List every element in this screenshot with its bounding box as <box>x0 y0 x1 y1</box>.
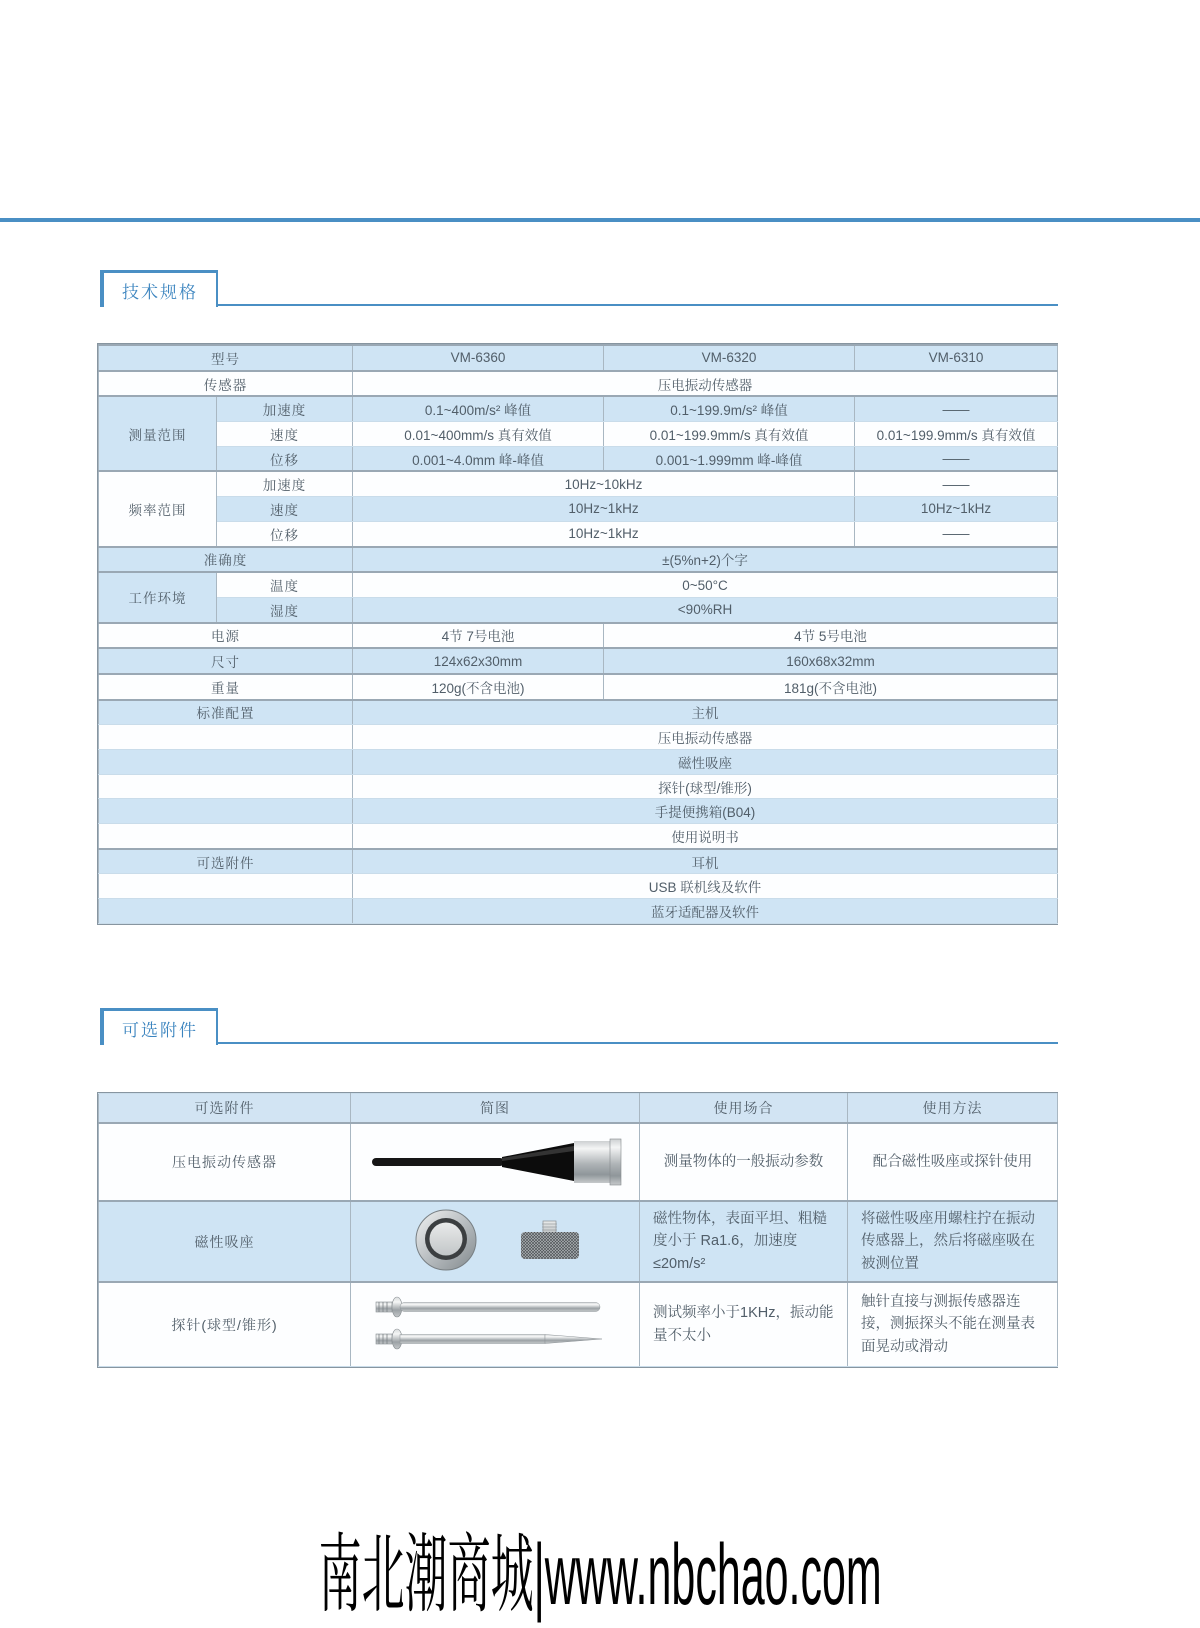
accessory-method: 将磁性吸座用螺柱拧在振动传感器上，然后将磁座吸在被测位置 <box>848 1201 1058 1282</box>
spec-value-cell: 探针(球型/锥形) <box>353 774 1058 799</box>
spec-label-cell: 位移 <box>217 521 353 546</box>
sensor-body <box>574 1141 610 1183</box>
sensor-cap <box>610 1139 621 1185</box>
spec-value-cell: 使用说明书 <box>353 824 1058 849</box>
spec-table-row <box>99 345 1058 371</box>
accessory-row-magnet <box>99 1201 1058 1282</box>
spec-table-row <box>99 497 1058 522</box>
accessories-table <box>98 1093 1058 1367</box>
spec-value-cell: 磁性吸座 <box>353 750 1058 775</box>
spec-label-cell <box>99 899 353 924</box>
knurl-texture <box>521 1232 579 1259</box>
accessories-header-diagram: 简图 <box>351 1094 640 1124</box>
spec-value-cell: 0.01~400mm/s 真有效值 <box>353 422 604 447</box>
spec-table-row <box>99 547 1058 573</box>
spec-table-row <box>99 521 1058 546</box>
spec-value-cell: 0.1~400m/s² 峰值 <box>353 396 604 421</box>
probes-illustration <box>370 1291 620 1355</box>
section-tab-specs-label: 技术规格 <box>122 282 198 302</box>
spec-value-cell: USB 联机线及软件 <box>353 874 1058 899</box>
spec-label-cell: 重量 <box>99 674 353 700</box>
accessory-diagram-cell <box>351 1201 640 1282</box>
spec-value-cell: 4节 7号电池 <box>353 623 604 649</box>
spec-value-cell: VM-6360 <box>353 345 604 371</box>
spec-table-row <box>99 446 1058 471</box>
spec-label-cell: 频率范围 <box>99 471 217 546</box>
spec-table-row <box>99 700 1058 725</box>
section-tab-specs <box>100 270 218 307</box>
spec-value-cell: <90%RH <box>353 597 1058 622</box>
spec-label-cell: 可选附件 <box>99 849 353 874</box>
spec-label-cell <box>99 824 353 849</box>
spec-value-cell: 0.001~4.0mm 峰-峰值 <box>353 446 604 471</box>
spec-value-cell: 蓝牙适配器及软件 <box>353 899 1058 924</box>
accessory-name: 压电振动传感器 <box>99 1123 351 1201</box>
spec-table-row <box>99 471 1058 496</box>
spec-label-cell: 传感器 <box>99 371 353 397</box>
spec-label-cell: 位移 <box>217 446 353 471</box>
spec-value-cell: 10Hz~1kHz <box>855 497 1058 522</box>
spec-value-cell: 124x62x30mm <box>353 648 604 674</box>
spec-value-cell: 0.1~199.9m/s² 峰值 <box>604 396 855 421</box>
magnet-disc-face <box>430 1223 463 1256</box>
spec-label-cell <box>99 799 353 824</box>
spec-value-cell: 4节 5号电池 <box>604 623 1058 649</box>
spec-table-row <box>99 674 1058 700</box>
accessories-tab-rule <box>216 1042 1058 1044</box>
magnetic-base-illustration <box>380 1207 610 1273</box>
spec-value-cell: 0.01~199.9mm/s 真有效值 <box>855 422 1058 447</box>
spec-value-cell: 手提便携箱(B04) <box>353 799 1058 824</box>
accessories-header-method: 使用方法 <box>848 1094 1058 1124</box>
spec-value-cell: 0.001~1.999mm 峰-峰值 <box>604 446 855 471</box>
spec-table <box>98 344 1058 924</box>
spec-value-cell: 10Hz~1kHz <box>353 497 855 522</box>
spec-table-body <box>99 345 1058 923</box>
watermark-container <box>0 1528 1200 1623</box>
spec-table-row <box>99 572 1058 597</box>
spec-value-cell: —— <box>855 396 1058 421</box>
spec-table-row <box>99 799 1058 824</box>
spec-table-row <box>99 396 1058 421</box>
spec-label-cell: 速度 <box>217 497 353 522</box>
accessory-usage: 磁性物体，表面平坦、粗糙度小于 Ra1.6，加速度≤20m/s² <box>640 1201 848 1282</box>
spec-table-row <box>99 597 1058 622</box>
spec-value-cell: —— <box>855 521 1058 546</box>
spec-value-cell: 120g(不含电池) <box>353 674 604 700</box>
accessory-name: 探针(球型/锥形) <box>99 1282 351 1366</box>
spec-value-cell: 10Hz~1kHz <box>353 521 855 546</box>
spec-label-cell: 尺寸 <box>99 648 353 674</box>
spec-label-cell: 型号 <box>99 345 353 371</box>
spec-label-cell: 电源 <box>99 623 353 649</box>
cone-probe <box>376 1329 602 1349</box>
accessory-method: 触针直接与测振传感器连接，测振探头不能在测量表面晃动或滑动 <box>848 1282 1058 1366</box>
spec-label-cell: 湿度 <box>217 597 353 622</box>
spec-value-cell: 压电振动传感器 <box>353 725 1058 750</box>
spec-label-cell <box>99 874 353 899</box>
spec-value-cell: 耳机 <box>353 849 1058 874</box>
spec-table-wrap <box>97 343 1058 925</box>
accessory-diagram-cell <box>351 1282 640 1366</box>
watermark-text: 南北潮商城|www.nbchao.com <box>318 1527 882 1623</box>
spec-label-cell: 速度 <box>217 422 353 447</box>
accessories-table-wrap <box>97 1092 1058 1368</box>
spec-label-cell: 加速度 <box>217 471 353 496</box>
accessory-usage: 测试频率小于1KHz，振动能量不太小 <box>640 1282 848 1366</box>
section-tab-accessories <box>100 1008 218 1045</box>
spec-value-cell: 0~50°C <box>353 572 1058 597</box>
spec-table-row <box>99 648 1058 674</box>
spec-table-row <box>99 874 1058 899</box>
spec-value-cell: —— <box>855 446 1058 471</box>
spec-value-cell: ±(5%n+2)个字 <box>353 547 1058 573</box>
specs-tab-rule <box>216 304 1058 306</box>
accessory-row-probes <box>99 1282 1058 1366</box>
spec-table-row <box>99 774 1058 799</box>
spec-value-cell: 10Hz~10kHz <box>353 471 855 496</box>
spec-value-cell: 主机 <box>353 700 1058 725</box>
spec-table-row <box>99 824 1058 849</box>
spec-label-cell: 加速度 <box>217 396 353 421</box>
accessory-name: 磁性吸座 <box>99 1201 351 1282</box>
accessory-usage: 测量物体的一般振动参数 <box>640 1123 848 1201</box>
accessory-method: 配合磁性吸座或探针使用 <box>848 1123 1058 1201</box>
spec-label-cell: 测量范围 <box>99 396 217 471</box>
spec-table-row <box>99 371 1058 397</box>
section-tab-accessories-label: 可选附件 <box>122 1020 198 1040</box>
spec-table-row <box>99 623 1058 649</box>
spec-value-cell: 181g(不含电池) <box>604 674 1058 700</box>
spec-table-row <box>99 422 1058 447</box>
top-divider-line <box>0 218 1200 222</box>
spec-label-cell: 标准配置 <box>99 700 353 725</box>
spec-label-cell: 工作环境 <box>99 572 217 622</box>
spec-value-cell: VM-6310 <box>855 345 1058 371</box>
accessories-header-usage: 使用场合 <box>640 1094 848 1124</box>
spec-value-cell: 0.01~199.9mm/s 真有效值 <box>604 422 855 447</box>
ball-probe <box>376 1297 600 1317</box>
spec-value-cell: 160x68x32mm <box>604 648 1058 674</box>
spec-table-row <box>99 899 1058 924</box>
spec-table-row <box>99 725 1058 750</box>
accessory-diagram-cell <box>351 1123 640 1201</box>
spec-label-cell <box>99 750 353 775</box>
spec-table-row <box>99 849 1058 874</box>
spec-table-row <box>99 750 1058 775</box>
spec-value-cell: 压电振动传感器 <box>353 371 1058 397</box>
accessories-header-row <box>99 1094 1058 1124</box>
spec-value-cell: —— <box>855 471 1058 496</box>
spec-label-cell <box>99 725 353 750</box>
piezo-sensor-illustration <box>368 1131 623 1191</box>
spec-label-cell: 准确度 <box>99 547 353 573</box>
spec-label-cell: 温度 <box>217 572 353 597</box>
spec-label-cell <box>99 774 353 799</box>
accessory-row-sensor <box>99 1123 1058 1201</box>
accessories-header-name: 可选附件 <box>99 1094 351 1124</box>
sensor-cable <box>372 1158 504 1166</box>
spec-value-cell: VM-6320 <box>604 345 855 371</box>
